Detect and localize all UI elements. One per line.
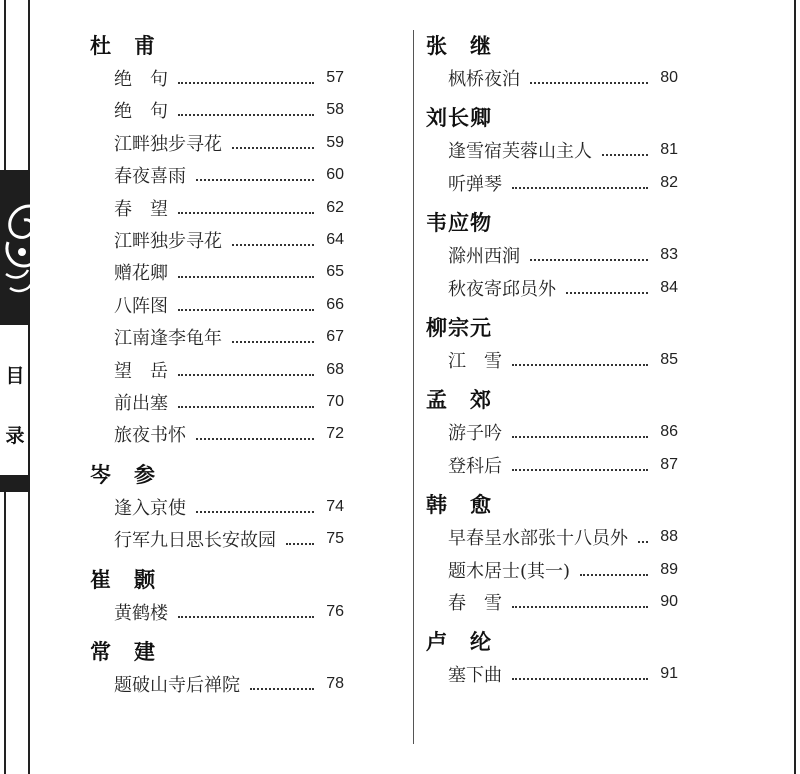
author-heading: 张 继 [426,33,492,58]
page-number: 76 [326,602,344,620]
entry-title: 八阵图 [114,295,168,317]
right-edge-line [794,0,796,774]
page-number: 72 [326,425,344,443]
page-number: 66 [326,295,344,313]
entry-title: 春 雪 [448,593,502,614]
leader-dots [196,509,314,513]
leader-dots [178,112,314,116]
toc-entry[interactable] [114,258,344,286]
leader-dots [286,541,314,545]
entry-title: 早春呈水部张十八员外 [448,528,628,550]
toc-entry[interactable] [114,670,344,698]
entry-title: 枫桥夜泊 [448,69,520,90]
page-number: 59 [326,133,344,151]
toc-entry[interactable] [448,418,678,446]
page-number: 62 [326,198,344,216]
tab-char: 录 [5,425,25,447]
leader-dots [530,80,648,84]
toc-entry[interactable] [114,226,344,254]
author-heading: 杜 甫 [90,33,156,58]
leader-dots [512,676,648,680]
leader-dots [512,604,648,608]
toc-entry[interactable] [114,323,344,351]
page-number: 64 [326,231,344,248]
entry-title: 登科后 [448,455,502,477]
entry-title: 题木居士(其一) [448,560,571,582]
entry-title: 绝 句 [114,101,168,123]
toc-entry[interactable] [114,420,344,448]
toc-entry[interactable] [448,660,678,688]
column-divider [413,30,414,744]
toc-entry[interactable] [448,241,678,269]
entry-title: 江畔独步寻花 [114,133,222,155]
author-heading: 柳宗元 [426,315,492,340]
page-number: 68 [326,360,344,378]
page-number: 57 [326,69,344,86]
author-heading: 韦应物 [426,210,492,236]
page-number: 60 [326,166,344,184]
page-number: 78 [326,675,344,692]
author-heading: 岑 参 [90,461,156,487]
page-number: 74 [326,497,344,515]
entry-title: 逢雪宿芙蓉山主人 [448,141,592,163]
page-number: 88 [660,528,678,546]
entry-title: 听弹琴 [448,173,502,195]
entry-title: 春 望 [114,198,168,220]
toc-entry[interactable] [114,129,344,157]
leader-dots [232,339,314,343]
entry-title: 望 岳 [114,360,168,382]
toc-entry[interactable] [448,556,678,584]
entry-title: 旅夜书怀 [114,425,186,447]
leader-dots [178,274,314,278]
toc-entry[interactable] [114,291,344,319]
leader-dots [530,257,648,261]
page-number: 84 [660,278,678,296]
leader-dots [566,290,648,294]
leader-dots [178,80,314,84]
entry-title: 江畔独步寻花 [114,231,222,252]
entry-title: 赠花卿 [114,263,168,285]
leader-dots [580,572,648,576]
page-number: 90 [660,593,678,610]
toc-entry[interactable] [114,525,344,553]
leader-dots [602,152,648,156]
page-number: 75 [326,530,344,548]
page-number: 58 [326,101,344,119]
entry-title: 逢入京使 [114,497,186,519]
author-heading: 刘长卿 [426,105,492,131]
page-number: 87 [660,455,678,473]
leader-dots [178,614,314,618]
toc-entry[interactable] [448,64,678,92]
toc-entry[interactable] [114,388,344,416]
tab-strip-bottom [0,480,30,484]
entry-title: 黄鹤楼 [114,602,168,624]
leader-dots [512,362,648,366]
leader-dots [232,145,314,149]
leader-dots [512,467,648,471]
entry-title: 滁州西涧 [448,246,520,268]
entry-title: 秋夜寄邱员外 [448,278,556,300]
page-number: 86 [660,423,678,441]
leader-dots [196,177,314,181]
entry-title: 题破山寺后禅院 [114,675,240,696]
leader-dots [250,686,314,690]
toc-entry[interactable] [114,161,344,189]
page-number: 70 [326,393,344,410]
entry-title: 江南逢李龟年 [114,328,222,350]
page-number: 91 [660,665,678,683]
leader-dots [638,539,648,543]
entry-title: 春夜喜雨 [114,166,186,188]
page-number: 83 [660,246,678,264]
toc-entry[interactable] [114,598,344,626]
toc-entry[interactable] [448,346,678,374]
entry-title: 江 雪 [448,351,502,372]
page-number: 89 [660,560,678,578]
page-number: 67 [326,328,344,346]
toc-entry[interactable] [448,523,678,551]
toc-entry[interactable] [114,194,344,222]
leader-dots [178,210,314,214]
page-number: 65 [326,263,344,281]
entry-title: 行军九日思长安故园 [114,530,276,552]
toc-entry[interactable] [448,169,678,197]
author-heading: 孟 郊 [426,387,492,413]
author-heading: 崔 颢 [90,566,156,592]
page-number: 82 [660,173,678,191]
toc-entry[interactable] [114,96,344,124]
leader-dots [178,307,314,311]
page-number: 85 [660,351,678,368]
toc-entry[interactable] [114,493,344,521]
toc-entry[interactable] [448,588,678,616]
toc-side-tab [0,322,28,478]
leader-dots [196,436,314,440]
tab-strip-top [0,311,30,315]
toc-entry[interactable] [448,451,678,479]
page-number: 81 [660,141,678,159]
dragon-ornament-icon [0,196,44,306]
leader-dots [512,434,648,438]
author-heading: 韩 愈 [426,492,492,518]
entry-title: 前出塞 [114,393,168,414]
toc-entry[interactable] [448,136,678,164]
entry-title: 游子吟 [448,423,502,445]
leader-dots [178,372,314,376]
leader-dots [232,242,314,246]
leader-dots [178,404,314,408]
entry-title: 塞下曲 [448,665,502,687]
toc-entry[interactable] [448,274,678,302]
author-heading: 常 建 [90,639,156,664]
toc-entry[interactable] [114,356,344,384]
entry-title: 绝 句 [114,69,168,90]
leader-dots [512,185,648,189]
tab-char: 目 [5,365,25,387]
toc-entry[interactable] [114,64,344,92]
page-number: 80 [660,69,678,86]
author-heading: 卢 纶 [426,629,492,655]
